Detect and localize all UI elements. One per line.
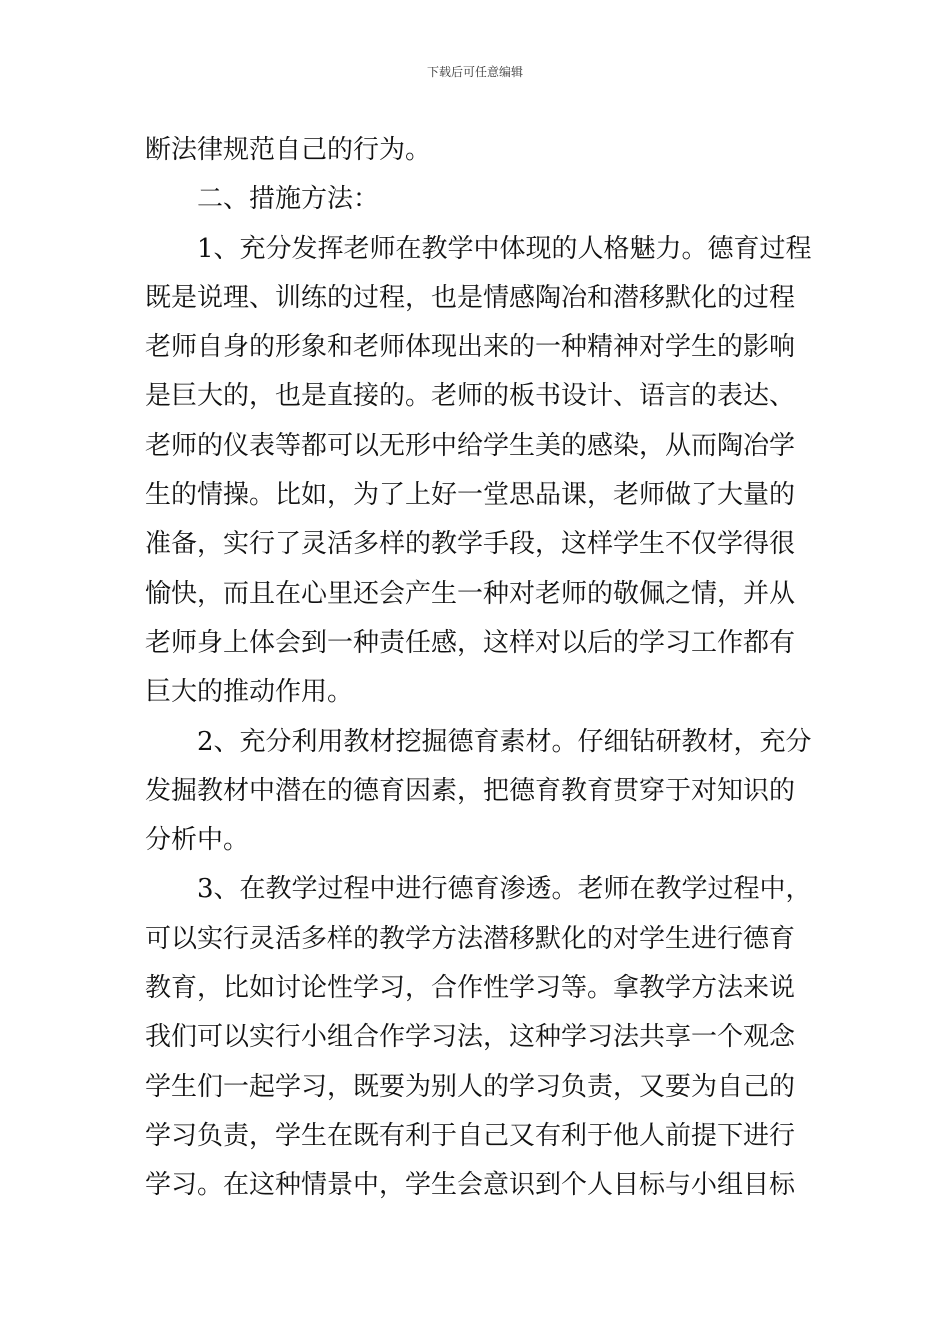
- text-line: 既是说理、训练的过程，也是情感陶冶和潜移默化的过程: [145, 282, 796, 313]
- text-line: 老师的仪表等都可以无形中给学生美的感染，从而陶冶学: [145, 430, 796, 461]
- text-line: 学习负责，学生在既有利于自己又有利于他人前提下进行: [145, 1120, 796, 1151]
- text-line: 2、充分利用教材挖掘德育素材。仔细钻研教材，充分: [197, 726, 812, 757]
- document-body: [145, 126, 815, 1211]
- page-header: 下载后可任意编辑: [426, 65, 523, 79]
- text-line: 老师自身的形象和老师体现出来的一种精神对学生的影响: [145, 332, 796, 363]
- text-line: 断法律规范自己的行为。: [145, 135, 432, 165]
- text-line: 分析中。: [145, 825, 250, 856]
- text-line: 可以实行灵活多样的教学方法潜移默化的对学生进行德育: [145, 923, 796, 954]
- text-line: 巨大的推动作用。: [145, 677, 354, 708]
- text-line: 1、充分发挥老师在教学中体现的人格魅力。德育过程: [197, 233, 812, 264]
- text-line: 我们可以实行小组合作学习法，这种学习法共享一个观念: [145, 1022, 796, 1053]
- text-line: 教育，比如讨论性学习，合作性学习等。拿教学方法来说: [145, 973, 796, 1004]
- text-line: 3、在教学过程中进行德育渗透。老师在教学过程中，: [197, 874, 812, 905]
- text-line: 准备，实行了灵活多样的教学手段，这样学生不仅学得很: [145, 529, 796, 560]
- section-heading: 二、措施方法：: [197, 184, 380, 215]
- text-line: 是巨大的，也是直接的。老师的板书设计、语言的表达、: [145, 381, 796, 412]
- text-line: 愉快，而且在心里还会产生一种对老师的敬佩之情，并从: [145, 578, 796, 609]
- text-line: 生的情操。比如，为了上好一堂思品课，老师做了大量的: [145, 480, 796, 511]
- text-line: 发掘教材中潜在的德育因素，把德育教育贯穿于对知识的: [145, 775, 796, 806]
- text-line: 学习。在这种情景中，学生会意识到个人目标与小组目标: [145, 1170, 796, 1201]
- text-line: 学生们一起学习，既要为别人的学习负责，又要为自己的: [145, 1071, 796, 1102]
- text-line: 老师身上体会到一种责任感，这样对以后的学习工作都有: [145, 627, 796, 658]
